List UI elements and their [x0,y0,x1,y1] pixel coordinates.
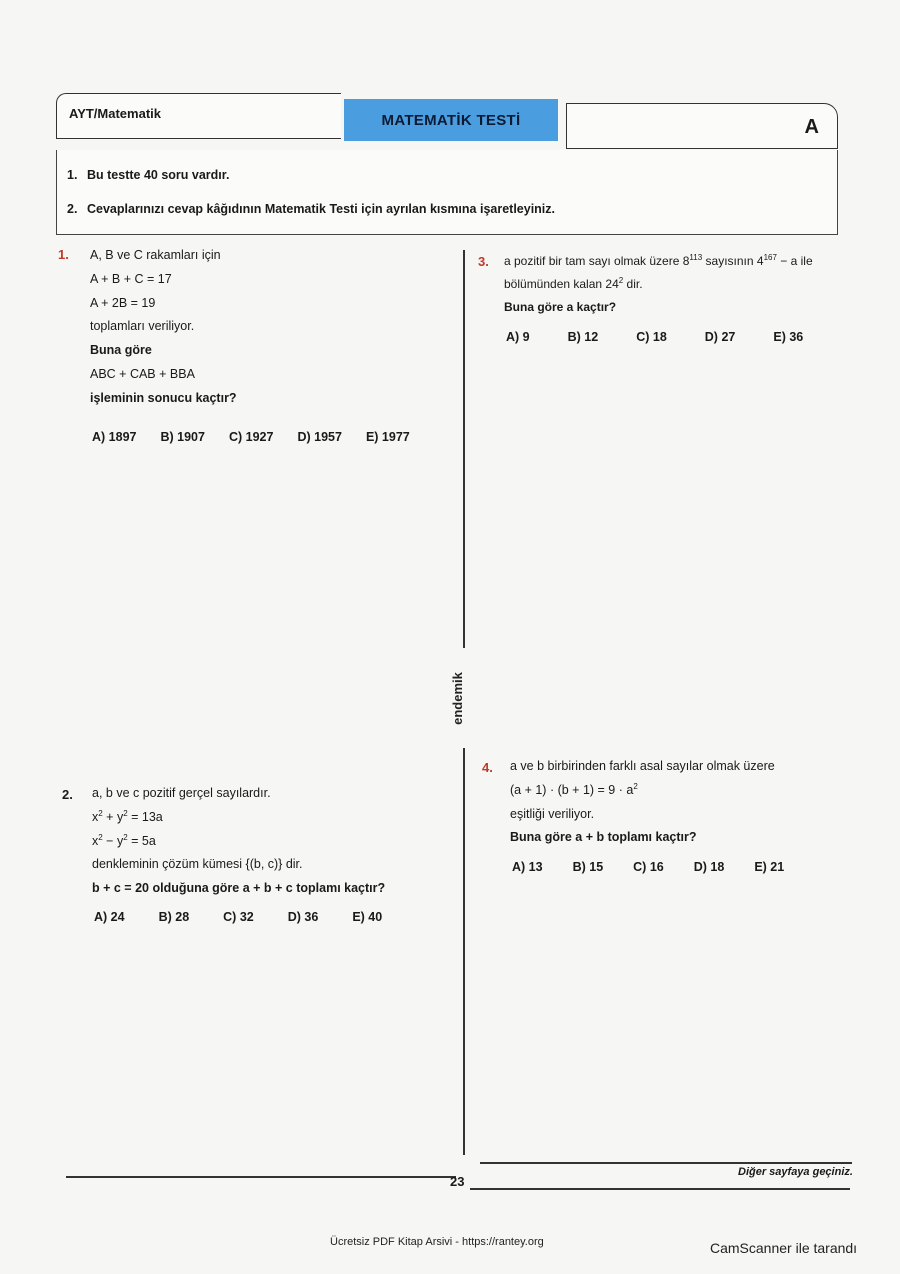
q4-line-3: eşitliği veriliyor. [510,806,595,821]
question-1 [90,244,450,410]
question-3 [504,250,844,318]
q4-option-d[interactable]: D) 18 [693,860,725,874]
q3-option-a[interactable]: A) 9 [506,330,530,344]
q1-line-4: Buna göre [90,343,152,357]
publisher-name: endemik [449,671,465,725]
question-2 [92,782,452,901]
q2-line-3: denkleminin çözüm kümesi {(b, c)} dir. [92,857,303,872]
q1-question: işleminin sonucu kaçtır? [90,390,237,405]
q1-intro: A, B ve C rakamları için [90,248,221,262]
q2-option-d[interactable]: D) 36 [287,910,319,924]
q3-line-2: bölümünden kalan $24^2$ dir. [504,275,643,291]
q2-option-c[interactable]: C) 32 [223,910,254,924]
q3-question: Buna göre a kaçtır? [504,299,617,314]
footer-rule-right-bottom [470,1188,850,1190]
q1-option-b[interactable]: B) 1907 [160,430,205,444]
publisher-logo [432,648,482,748]
footer-rule-left [66,1176,456,1178]
page-number: 23 [450,1174,465,1189]
q1-equation-1: A + B + C = 17 [90,271,172,286]
q1-option-c[interactable]: C) 1927 [228,430,274,444]
q3-number: 3. [478,254,489,269]
q2-intro: a, b ve c pozitif gerçel sayılardır. [92,786,271,800]
q3-option-e[interactable]: E) 36 [773,330,804,344]
instruction-2: 2. Cevaplarınızı cevap kâğıdının Matematik Testi için ayrılan kısmına işaretleyiniz. [67,202,556,216]
q2-options [94,910,406,924]
q1-expression: ABC + CAB + BBA [90,366,195,381]
instruction-1: 1. Bu testte 40 soru vardır. [67,168,230,182]
q4-option-b[interactable]: B) 15 [572,860,604,874]
test-title-box [344,99,558,141]
scanner-watermark: CamScanner ile tarandı [710,1240,858,1256]
q4-option-a[interactable]: A) 13 [512,860,543,874]
q2-option-e[interactable]: E) 40 [352,910,383,924]
q2-equation-2: $x^2 - y^2 = 5a$ [92,832,156,848]
q4-intro: a ve b birbirinden farklı asal sayılar olmak üzere [510,759,775,773]
q1-option-d[interactable]: D) 1957 [297,430,342,444]
q3-option-c[interactable]: C) 18 [636,330,667,344]
q1-equation-2: A + 2B = 19 [90,295,156,310]
q1-option-e[interactable]: E) 1977 [365,430,410,444]
q2-option-a[interactable]: A) 24 [94,910,125,924]
q2-number: 2. [62,787,73,802]
test-title: MATEMATİK TESTİ [381,111,521,129]
header-subject-box [56,93,341,139]
q4-equation: $(a + 1) \cdot (b + 1) = 9 \cdot a^2$ [510,781,638,797]
q1-options [92,430,434,444]
footer-rule-right-top [480,1162,852,1164]
q2-option-b[interactable]: B) 28 [158,910,190,924]
source-watermark: Ücretsiz PDF Kitap Arsivi - https://rantey.org [330,1236,544,1248]
q4-number: 4. [482,760,493,775]
q1-number: 1. [58,247,69,262]
q4-options [512,860,808,874]
q4-question: Buna göre a + b toplamı kaçtır? [510,830,697,845]
q3-line-1: a pozitif bir tam sayı olmak üzere $8^{113}$ sayısının $4^{167} - a$ ile [504,253,813,268]
q3-options [506,330,827,344]
q2-equation-1: $x^2 + y^2 = 13a$ [92,808,163,824]
booklet-box [566,103,838,149]
q3-option-b[interactable]: B) 12 [567,330,599,344]
q1-option-a[interactable]: A) 1897 [92,430,137,444]
subject-label: AYT/Matematik [69,106,161,121]
q3-option-d[interactable]: D) 27 [704,330,736,344]
instructions-box [56,150,838,235]
question-4 [510,755,840,850]
booklet-type: A [804,116,819,138]
q4-option-c[interactable]: C) 16 [633,860,664,874]
q2-question: b + c = 20 olduğuna göre a + b + c toplamı kaçtır? [92,881,386,895]
next-page-note: Diğer sayfaya geçiniz. [738,1166,853,1178]
q1-line-3: toplamları veriliyor. [90,319,195,334]
q4-option-e[interactable]: E) 21 [754,860,785,874]
